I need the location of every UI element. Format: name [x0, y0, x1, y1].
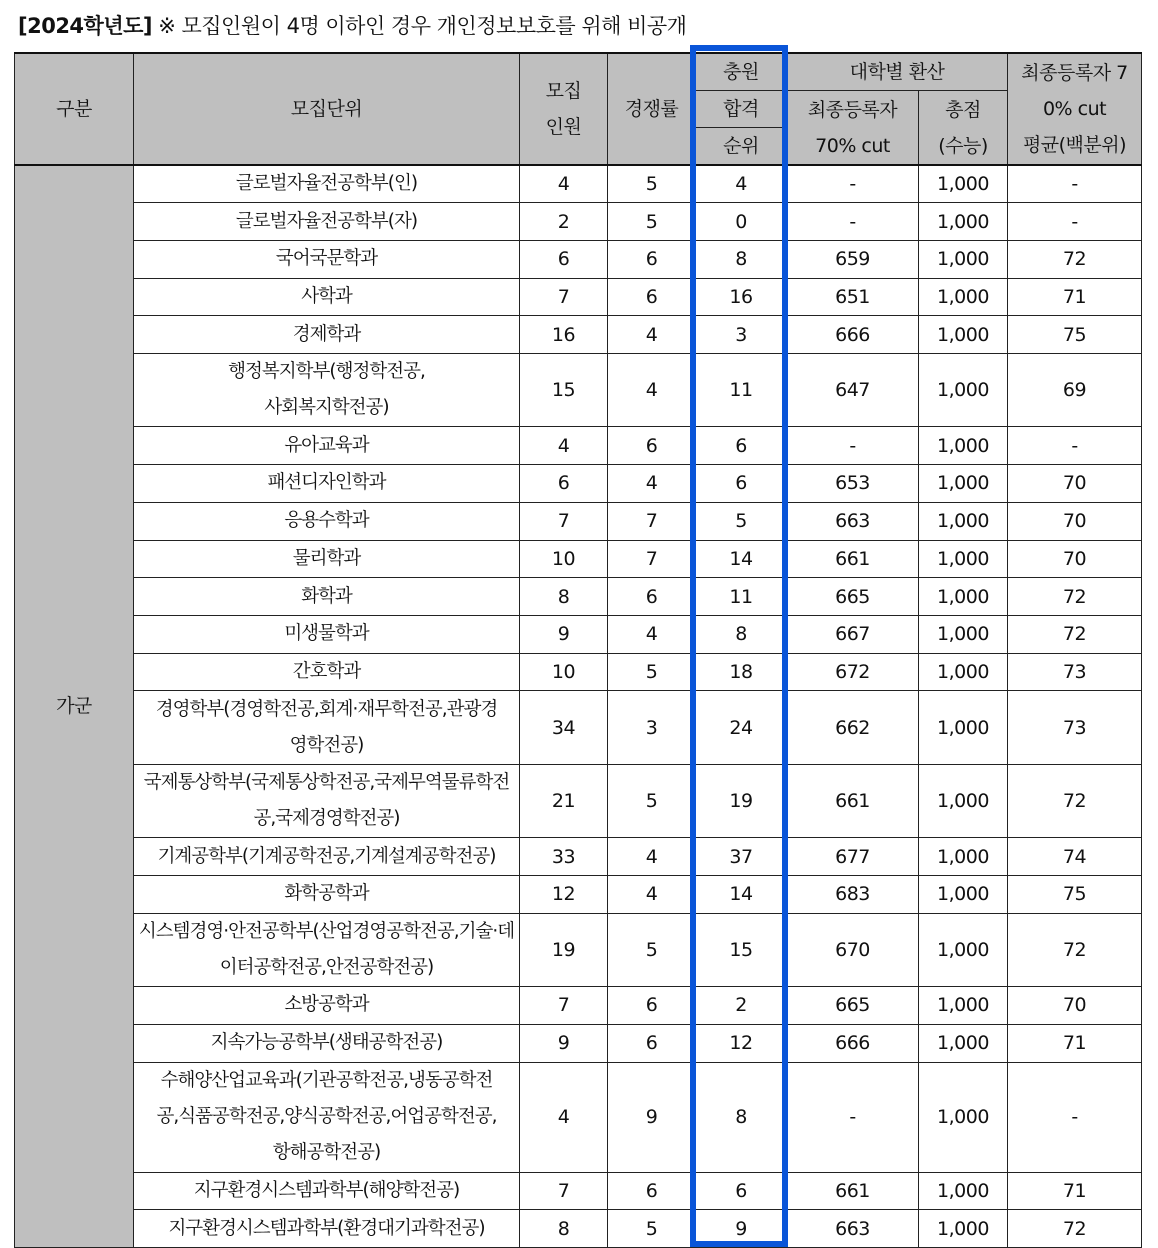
table-row — [15, 465, 1142, 503]
cell-total: 1,000 — [919, 465, 1008, 503]
cell-pct: 71 — [1008, 1024, 1142, 1062]
cell-recruit: 34 — [520, 691, 608, 765]
unit-name — [134, 240, 520, 278]
unit-name-line: 화학공학과 — [284, 883, 369, 905]
unit-name — [134, 502, 520, 540]
cell-pct: 75 — [1008, 875, 1142, 913]
unit-name — [134, 913, 520, 987]
cell-comp: 5 — [608, 165, 696, 203]
cell-comp: 5 — [608, 913, 696, 987]
cell-rank: 14 — [696, 540, 787, 578]
unit-name-line: 응용수학과 — [284, 510, 369, 532]
unit-name-line: 간호학과 — [292, 660, 361, 682]
cell-cut70: 666 — [787, 316, 919, 354]
cell-recruit: 7 — [520, 502, 608, 540]
cell-pct: 71 — [1008, 1172, 1142, 1210]
cell-recruit: 10 — [520, 540, 608, 578]
cell-comp: 6 — [608, 987, 696, 1025]
header-competition: 경쟁률 — [608, 53, 696, 165]
cell-recruit: 6 — [520, 240, 608, 278]
cell-total: 1,000 — [919, 1024, 1008, 1062]
cell-cut70: 647 — [787, 353, 919, 427]
cell-cut70: 677 — [787, 838, 919, 876]
cell-pct: 73 — [1008, 653, 1142, 691]
cell-pct: 72 — [1008, 578, 1142, 616]
header-total: 총점 (수능) — [919, 91, 1008, 166]
cell-comp: 6 — [608, 1172, 696, 1210]
table-row — [15, 502, 1142, 540]
cell-pct: 72 — [1008, 1210, 1142, 1248]
cell-recruit: 7 — [520, 987, 608, 1025]
cell-rank: 6 — [696, 465, 787, 503]
cell-cut70: - — [787, 427, 919, 465]
cell-cut70: 659 — [787, 240, 919, 278]
table-row — [15, 240, 1142, 278]
cell-comp: 4 — [608, 465, 696, 503]
unit-name-line: 패션디자인학과 — [267, 472, 386, 494]
cell-pct: 72 — [1008, 615, 1142, 653]
header-rank-3: 순위 — [696, 128, 787, 166]
unit-name-line: 기계공학부(기계공학전공,기계설계공학전공) — [157, 845, 496, 867]
unit-name-line: 지속가능공학부(생태공학전공) — [210, 1032, 443, 1054]
table-row — [15, 540, 1142, 578]
cell-total: 1,000 — [919, 203, 1008, 241]
unit-name-line: 물리학과 — [292, 547, 361, 569]
cell-comp: 9 — [608, 1062, 696, 1172]
cell-pct: 72 — [1008, 913, 1142, 987]
cell-rank: 9 — [696, 1210, 787, 1248]
cell-total: 1,000 — [919, 427, 1008, 465]
cell-rank: 19 — [696, 764, 787, 838]
cell-pct: 71 — [1008, 278, 1142, 316]
cell-rank: 11 — [696, 353, 787, 427]
table-row — [15, 316, 1142, 354]
table-row — [15, 838, 1142, 876]
header-conversion: 대학별 환산 — [787, 53, 1008, 91]
cell-rank: 3 — [696, 316, 787, 354]
table-row — [15, 278, 1142, 316]
unit-name — [134, 838, 520, 876]
unit-name-line: 사회복지학전공) — [264, 397, 389, 419]
cell-rank: 5 — [696, 502, 787, 540]
cell-cut70: 662 — [787, 691, 919, 765]
cell-cut70: 663 — [787, 502, 919, 540]
unit-name-line: 지구환경시스템과학부(해양학전공) — [193, 1179, 460, 1201]
cell-recruit: 9 — [520, 615, 608, 653]
admission-results-table — [14, 52, 1142, 1248]
unit-name-line: 공,식품공학전공,양식공학전공,어업공학전공, — [156, 1106, 497, 1127]
header-rank-1: 충원 — [696, 53, 787, 91]
cell-cut70: - — [787, 1062, 919, 1172]
unit-name-line: 경제학과 — [292, 323, 361, 345]
cell-pct: - — [1008, 165, 1142, 203]
unit-name-line: 글로벌자율전공학부(자) — [235, 210, 418, 232]
cell-total: 1,000 — [919, 1172, 1008, 1210]
unit-name — [134, 203, 520, 241]
cell-comp: 5 — [608, 203, 696, 241]
cell-rank: 14 — [696, 875, 787, 913]
table-row — [15, 653, 1142, 691]
unit-name — [134, 764, 520, 838]
cell-cut70: 666 — [787, 1024, 919, 1062]
unit-name-line: 소방공학과 — [284, 994, 369, 1016]
cell-recruit: 7 — [520, 1172, 608, 1210]
cell-recruit: 15 — [520, 353, 608, 427]
unit-name — [134, 987, 520, 1025]
table-row — [15, 1062, 1142, 1172]
cell-total: 1,000 — [919, 540, 1008, 578]
unit-name-line: 수해양산업교육과(기관공학전공,냉동공학전 — [160, 1070, 493, 1091]
unit-name-line: 영학전공) — [289, 734, 364, 756]
unit-name — [134, 353, 520, 427]
cell-total: 1,000 — [919, 764, 1008, 838]
unit-name-line: 사학과 — [301, 285, 352, 307]
table-row — [15, 764, 1142, 838]
cell-cut70: 651 — [787, 278, 919, 316]
table-row — [15, 353, 1142, 427]
cell-pct: 70 — [1008, 987, 1142, 1025]
unit-name-line: 미생물학과 — [284, 623, 369, 645]
header-group: 구분 — [15, 53, 134, 165]
cell-rank: 24 — [696, 691, 787, 765]
header-unit: 모집단위 — [134, 53, 520, 165]
cell-rank: 8 — [696, 1062, 787, 1172]
privacy-note: ※ 모집인원이 4명 이하인 경우 개인정보보호를 위해 비공개 — [158, 14, 687, 38]
cell-recruit: 4 — [520, 1062, 608, 1172]
cell-rank: 0 — [696, 203, 787, 241]
cell-pct: - — [1008, 203, 1142, 241]
cell-recruit: 16 — [520, 316, 608, 354]
cell-cut70: 670 — [787, 913, 919, 987]
cell-comp: 4 — [608, 875, 696, 913]
cell-cut70: 683 — [787, 875, 919, 913]
cell-pct: 74 — [1008, 838, 1142, 876]
cell-rank: 8 — [696, 240, 787, 278]
cell-total: 1,000 — [919, 653, 1008, 691]
unit-name — [134, 165, 520, 203]
cell-comp: 4 — [608, 838, 696, 876]
cell-rank: 4 — [696, 165, 787, 203]
unit-name — [134, 653, 520, 691]
cell-comp: 4 — [608, 615, 696, 653]
cell-total: 1,000 — [919, 838, 1008, 876]
cell-cut70: - — [787, 165, 919, 203]
cell-cut70: 661 — [787, 540, 919, 578]
cell-pct: 69 — [1008, 353, 1142, 427]
cell-comp: 6 — [608, 240, 696, 278]
cell-total: 1,000 — [919, 278, 1008, 316]
unit-name-line: 국제통상학부(국제통상학전공,국제무역물류학전 — [143, 772, 510, 793]
unit-name — [134, 316, 520, 354]
cell-cut70: 663 — [787, 1210, 919, 1248]
year-label: [2024학년도] — [18, 14, 153, 38]
cell-cut70: 661 — [787, 764, 919, 838]
group-cell: 가군 — [15, 165, 134, 1247]
cell-comp: 5 — [608, 653, 696, 691]
cell-cut70: - — [787, 203, 919, 241]
cell-pct: - — [1008, 427, 1142, 465]
unit-name-line: 공,국제경영학전공) — [253, 808, 400, 829]
cell-recruit: 19 — [520, 913, 608, 987]
unit-name — [134, 691, 520, 765]
header-final: 최종등록자 7 0% cut 평균(백분위) — [1008, 53, 1142, 165]
table-row — [15, 615, 1142, 653]
unit-name — [134, 540, 520, 578]
cell-pct: 70 — [1008, 502, 1142, 540]
cell-comp: 5 — [608, 764, 696, 838]
cell-pct: 70 — [1008, 540, 1142, 578]
unit-name — [134, 465, 520, 503]
cell-rank: 16 — [696, 278, 787, 316]
cell-cut70: 672 — [787, 653, 919, 691]
cell-pct: 70 — [1008, 465, 1142, 503]
unit-name — [134, 578, 520, 616]
cell-recruit: 4 — [520, 427, 608, 465]
cell-comp: 6 — [608, 1024, 696, 1062]
table-row — [15, 913, 1142, 987]
cell-total: 1,000 — [919, 1210, 1008, 1248]
cell-cut70: 665 — [787, 987, 919, 1025]
unit-name — [134, 1172, 520, 1210]
unit-name — [134, 278, 520, 316]
cell-rank: 15 — [696, 913, 787, 987]
unit-name-line: 지구환경시스템과학부(환경대기과학전공) — [168, 1217, 485, 1239]
cell-cut70: 661 — [787, 1172, 919, 1210]
table-row — [15, 1024, 1142, 1062]
cell-recruit: 6 — [520, 465, 608, 503]
table-row — [15, 1172, 1142, 1210]
cell-total: 1,000 — [919, 691, 1008, 765]
table-row — [15, 578, 1142, 616]
cell-comp: 5 — [608, 1210, 696, 1248]
cell-total: 1,000 — [919, 353, 1008, 427]
cell-comp: 3 — [608, 691, 696, 765]
unit-name — [134, 1062, 520, 1172]
cell-total: 1,000 — [919, 165, 1008, 203]
table-row — [15, 203, 1142, 241]
cell-cut70: 667 — [787, 615, 919, 653]
header-rank-2: 합격 — [696, 91, 787, 128]
cell-comp: 6 — [608, 578, 696, 616]
table-row — [15, 165, 1142, 203]
table-row — [15, 987, 1142, 1025]
cell-recruit: 9 — [520, 1024, 608, 1062]
header-recruit: 모집 인원 — [520, 53, 608, 165]
table-row — [15, 691, 1142, 765]
unit-name-line: 이터공학전공,안전공학전공) — [219, 956, 434, 978]
cell-recruit: 10 — [520, 653, 608, 691]
cell-rank: 6 — [696, 427, 787, 465]
unit-name — [134, 875, 520, 913]
unit-name-line: 화학과 — [301, 585, 352, 607]
cell-recruit: 8 — [520, 1210, 608, 1248]
cell-rank: 6 — [696, 1172, 787, 1210]
cell-total: 1,000 — [919, 875, 1008, 913]
unit-name-line: 항해공학전공) — [272, 1142, 381, 1163]
unit-name-line: 시스템경영·안전공학부(산업경영공학전공,기술·데 — [138, 920, 515, 942]
unit-name-line: 국어국문학과 — [275, 248, 378, 270]
cell-cut70: 665 — [787, 578, 919, 616]
unit-name-line: 글로벌자율전공학부(인) — [235, 173, 418, 195]
cell-rank: 2 — [696, 987, 787, 1025]
cell-pct: 72 — [1008, 764, 1142, 838]
table-row — [15, 427, 1142, 465]
unit-name-line: 행정복지학부(행정학전공, — [228, 361, 425, 383]
cell-total: 1,000 — [919, 987, 1008, 1025]
unit-name-line: 유아교육과 — [284, 434, 369, 456]
cell-total: 1,000 — [919, 240, 1008, 278]
cell-recruit: 33 — [520, 838, 608, 876]
cell-total: 1,000 — [919, 578, 1008, 616]
table-row — [15, 875, 1142, 913]
cell-total: 1,000 — [919, 913, 1008, 987]
cell-pct: 73 — [1008, 691, 1142, 765]
cell-comp: 7 — [608, 502, 696, 540]
cell-recruit: 21 — [520, 764, 608, 838]
cell-comp: 6 — [608, 427, 696, 465]
cell-recruit: 2 — [520, 203, 608, 241]
cell-cut70: 653 — [787, 465, 919, 503]
cell-rank: 12 — [696, 1024, 787, 1062]
cell-total: 1,000 — [919, 1062, 1008, 1172]
cell-rank: 11 — [696, 578, 787, 616]
cell-pct: 75 — [1008, 316, 1142, 354]
cell-comp: 7 — [608, 540, 696, 578]
unit-name-line: 경영학부(경영학전공,회계·재무학전공,관광경 — [155, 698, 498, 720]
cell-recruit: 7 — [520, 278, 608, 316]
cell-comp: 4 — [608, 353, 696, 427]
cell-recruit: 12 — [520, 875, 608, 913]
cell-total: 1,000 — [919, 502, 1008, 540]
cell-comp: 4 — [608, 316, 696, 354]
page-title — [18, 10, 686, 40]
unit-name — [134, 427, 520, 465]
cell-pct: - — [1008, 1062, 1142, 1172]
unit-name — [134, 1024, 520, 1062]
cell-recruit: 8 — [520, 578, 608, 616]
unit-name — [134, 615, 520, 653]
cell-recruit: 4 — [520, 165, 608, 203]
cell-pct: 72 — [1008, 240, 1142, 278]
cell-rank: 37 — [696, 838, 787, 876]
cell-rank: 8 — [696, 615, 787, 653]
cell-comp: 6 — [608, 278, 696, 316]
cell-rank: 18 — [696, 653, 787, 691]
cell-total: 1,000 — [919, 316, 1008, 354]
cell-total: 1,000 — [919, 615, 1008, 653]
header-cut70: 최종등록자 70% cut — [787, 91, 919, 166]
